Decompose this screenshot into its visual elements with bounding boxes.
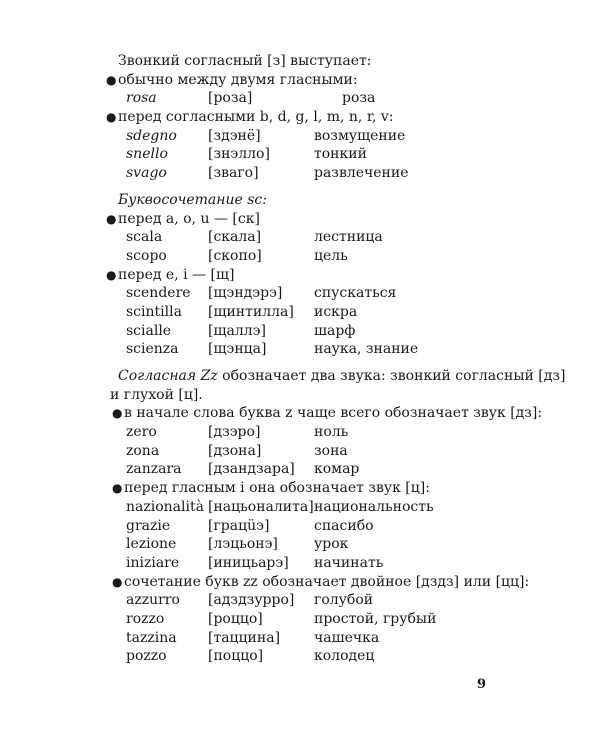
italian-word: tazzina bbox=[126, 629, 177, 646]
example-row bbox=[118, 535, 538, 554]
translation: комар bbox=[314, 461, 360, 478]
example-row bbox=[118, 228, 538, 247]
translation: урок bbox=[314, 536, 349, 553]
translation: ноль bbox=[314, 424, 349, 441]
transcription: [знэлло] bbox=[208, 146, 270, 163]
transcription: [роза] bbox=[208, 90, 253, 107]
example-row bbox=[118, 322, 538, 341]
transcription: [щэнца] bbox=[208, 341, 267, 358]
italian-word: scienza bbox=[126, 341, 179, 358]
bullet-sc-soft bbox=[106, 266, 538, 285]
italian-word: rozzo bbox=[126, 610, 165, 627]
example-row bbox=[118, 442, 538, 461]
translation: голубой bbox=[314, 592, 374, 609]
transcription: [поццо] bbox=[208, 648, 264, 665]
transcription: [дзона] bbox=[208, 442, 262, 459]
italian-word: lezione bbox=[126, 536, 177, 553]
section-intro-zz bbox=[118, 367, 566, 386]
translation: чашечка bbox=[314, 629, 380, 646]
translation: цель bbox=[314, 247, 348, 264]
bullet-text: сочетание букв zz обозначает двойное [дздз] или [цц]: bbox=[124, 573, 530, 590]
transcription: [зваго] bbox=[208, 165, 259, 182]
bullet-z-initial bbox=[112, 404, 543, 423]
bullet-icon: ● bbox=[112, 574, 123, 589]
example-row bbox=[118, 284, 538, 303]
translation: начинать bbox=[314, 554, 384, 571]
italian-word: pozzo bbox=[126, 648, 167, 665]
italian-word: sdegno bbox=[126, 127, 177, 144]
italian-word: zanzara bbox=[126, 461, 182, 478]
bullet-text: перед согласными b, d, g, l, m, n, r, v: bbox=[118, 109, 394, 126]
translation: национальность bbox=[314, 498, 434, 515]
example-row bbox=[118, 629, 538, 648]
section-title-z-voiced: Звонкий согласный [з] выступает: bbox=[118, 53, 372, 69]
transcription: [иницьарэ] bbox=[208, 554, 289, 571]
example-row bbox=[118, 591, 538, 610]
italian-word: scintilla bbox=[126, 303, 182, 320]
translation: лестница bbox=[314, 229, 383, 246]
example-row bbox=[118, 164, 538, 183]
intro-lead: Согласная Zz bbox=[118, 368, 218, 384]
translation: спускаться bbox=[314, 285, 397, 302]
bullet-text: перед гласным i она обозначает звук [ц]: bbox=[124, 480, 430, 497]
italian-word: svago bbox=[126, 165, 167, 182]
transcription: [щинтилла] bbox=[208, 303, 294, 320]
transcription: [скопо] bbox=[208, 247, 262, 264]
transcription: [нацьоналита] bbox=[208, 498, 314, 515]
italian-word: azzurro bbox=[126, 592, 180, 609]
translation: роза bbox=[342, 90, 376, 107]
example-row bbox=[118, 89, 538, 108]
italian-word: scopo bbox=[126, 247, 167, 264]
example-row bbox=[118, 303, 538, 322]
translation: шарф bbox=[314, 322, 356, 339]
translation: колодец bbox=[314, 648, 375, 665]
translation: спасибо bbox=[314, 517, 374, 534]
example-row bbox=[118, 145, 538, 164]
transcription: [щэндэрэ] bbox=[208, 285, 283, 302]
bullet-icon: ● bbox=[106, 267, 117, 282]
italian-word: zero bbox=[126, 424, 157, 441]
example-row bbox=[118, 647, 538, 666]
transcription: [роццо] bbox=[208, 610, 263, 627]
section-title-sc: Буквосочетание sc: bbox=[118, 191, 267, 208]
page-content bbox=[106, 52, 566, 666]
example-row bbox=[118, 517, 538, 536]
transcription: [скала] bbox=[208, 229, 262, 246]
transcription: [лэцьонэ] bbox=[208, 536, 278, 553]
example-row bbox=[118, 127, 538, 146]
example-row bbox=[118, 610, 538, 629]
bullet-between-vowels bbox=[106, 71, 538, 90]
translation: тонкий bbox=[314, 146, 367, 163]
transcription: [дзэро] bbox=[208, 424, 261, 441]
intro-rest: обозначает два звука: звонкий согласный [дз] bbox=[217, 368, 566, 384]
transcription: [дзандзара] bbox=[208, 461, 295, 478]
example-row bbox=[118, 247, 538, 266]
bullet-icon: ● bbox=[106, 211, 117, 226]
transcription: [здэнё] bbox=[208, 127, 261, 144]
transcription: [щаллэ] bbox=[208, 322, 266, 339]
page-number: 9 bbox=[477, 677, 487, 692]
italian-word: scala bbox=[126, 229, 163, 246]
transcription: [адздзурро] bbox=[208, 592, 295, 609]
example-row bbox=[118, 460, 538, 479]
bullet-before-consonants bbox=[106, 108, 538, 127]
section-intro-zz-line2: и глухой [ц]. bbox=[110, 386, 203, 403]
bullet-text: перед e, i — [щ] bbox=[118, 266, 235, 283]
translation: возмущение bbox=[314, 127, 406, 144]
bullet-icon: ● bbox=[112, 481, 123, 496]
bullet-icon: ● bbox=[112, 406, 123, 421]
example-row bbox=[118, 498, 538, 517]
example-row bbox=[118, 423, 538, 442]
italian-word: snello bbox=[126, 146, 168, 163]
example-row bbox=[118, 340, 538, 359]
bullet-text: обычно между двумя гласными: bbox=[118, 71, 358, 88]
italian-word: iniziare bbox=[126, 554, 180, 571]
italian-word: scendere bbox=[126, 285, 191, 302]
transcription: [грацüэ] bbox=[208, 517, 270, 534]
translation: зона bbox=[314, 442, 348, 459]
italian-word: rosa bbox=[126, 90, 157, 107]
bullet-icon: ● bbox=[106, 110, 117, 125]
bullet-text: в начале слова буква z чаще всего обозначает звук [дз]: bbox=[124, 405, 543, 422]
italian-word: scialle bbox=[126, 322, 172, 339]
italian-word: zona bbox=[126, 442, 160, 459]
bullet-sc-hard bbox=[106, 210, 538, 229]
translation: наука, знание bbox=[314, 341, 419, 358]
italian-word: grazie bbox=[126, 517, 171, 534]
bullet-icon: ● bbox=[106, 72, 117, 87]
translation: развлечение bbox=[314, 165, 409, 182]
transcription: [таццина] bbox=[208, 629, 281, 646]
bullet-text: перед a, o, u — [ск] bbox=[118, 210, 260, 227]
translation: искра bbox=[314, 303, 358, 320]
bullet-double-zz bbox=[112, 573, 538, 592]
italian-word: nazionalità bbox=[126, 498, 204, 515]
bullet-before-i bbox=[112, 479, 538, 498]
example-row bbox=[118, 554, 538, 573]
translation: простой, грубый bbox=[314, 610, 437, 627]
